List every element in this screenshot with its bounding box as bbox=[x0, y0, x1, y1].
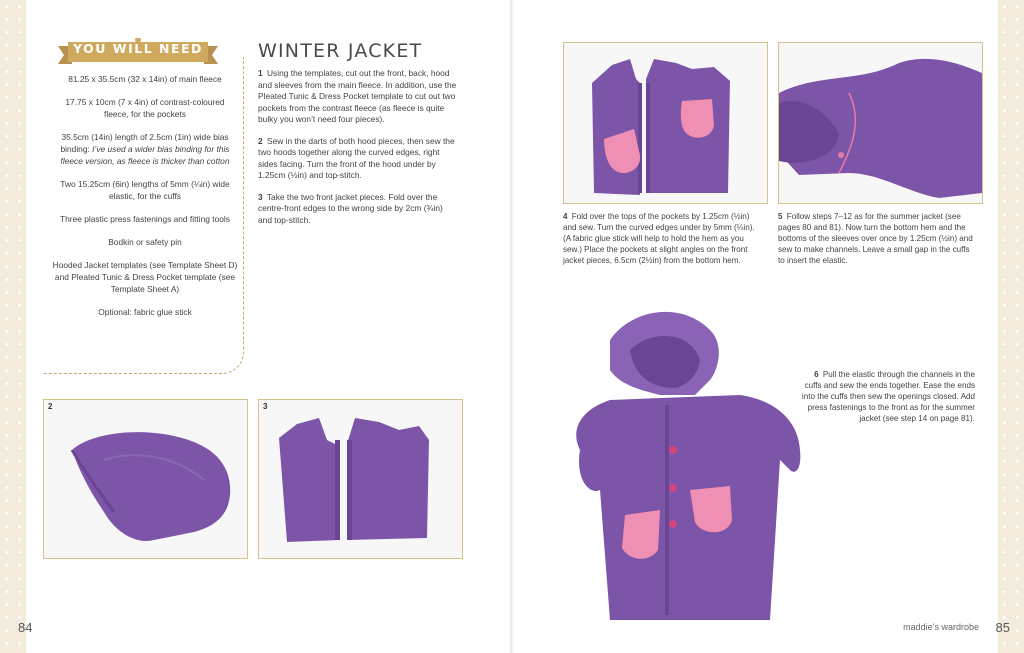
photo-front-pieces bbox=[258, 399, 463, 559]
step-2: 2 Sew in the darts of both hood pieces, then sew the two hoods together along the curved edges, right sides facing. Turn the front of the hood under by 1.25cm (½in) and top-stitch. bbox=[258, 135, 455, 180]
photo-number: 2 bbox=[48, 402, 53, 411]
step-1: 1 Using the templates, cut out the front, back, hood and sleeves from the main fleece. In addition, use the Pleated Tunic & Dress Pocket template to cut out two pockets from the contrast fleece (as fleece is quite bulky you won’t need four pieces). bbox=[258, 68, 457, 124]
page-gutter bbox=[510, 0, 514, 653]
running-footer: maddie’s wardrobe bbox=[903, 622, 979, 632]
list-item: Two 15.25cm (6in) lengths of 5mm (¼in) wide elastic, for the cuffs bbox=[60, 179, 230, 201]
photo-pockets bbox=[563, 42, 768, 204]
list-item: Bodkin or safety pin bbox=[108, 237, 182, 247]
caption-step-4: 4 Fold over the tops of the pockets by 1.25cm (½in) and sew. Turn the curved edges under by 5mm (¼in). (A fabric glue stick will help to hold the hem as you sew.) Place the pockets at slight angles on the front jacket pieces, 6.5cm (2½in) from the bottom hem. bbox=[563, 212, 755, 265]
photo-hood bbox=[43, 399, 248, 559]
caption-step-6: 6 Pull the elastic through the channels in the cuffs and sew the ends together. Ease the ends into the cuffs then sew the openings closed. Add press fastenings to the front as for the summer jacket (see step 14 on page 81). bbox=[801, 370, 975, 423]
note-italic: I’ve used a wider bias binding for this fleece version, as fleece is thicker than cotton bbox=[60, 144, 230, 166]
sleeve-image bbox=[779, 43, 982, 203]
pockets-image bbox=[564, 43, 767, 203]
materials-list bbox=[52, 73, 238, 329]
list-item: 35.5cm (14in) length of 2.5cm (1in) wide bias binding: I’ve used a wider bias binding for this fleece version, as fleece is thicker than cotton bbox=[60, 132, 230, 166]
list-item: 81.25 x 35.5cm (32 x 14in) of main fleece bbox=[68, 74, 222, 84]
list-item: Optional: fabric glue stick bbox=[98, 307, 192, 317]
hood-image bbox=[44, 400, 247, 558]
page-number-right: 85 bbox=[995, 620, 1010, 635]
photo-number: 3 bbox=[263, 402, 268, 411]
caption-step-5: 5 Follow steps 7–12 as for the summer jacket (see pages 80 and 81). Now turn the bottom hem and the bottoms of the sleeves over once by 1.25cm (½in) and sew to make channels. Leave a small gap in the cuffs to insert the elastic. bbox=[778, 212, 973, 265]
finished-jacket-image bbox=[540, 300, 810, 620]
list-item: 17.75 x 10cm (7 x 4in) of contrast-coloured fleece, for the pockets bbox=[65, 97, 225, 119]
page-edge-pattern-left bbox=[0, 0, 26, 653]
page-number-left: 84 bbox=[18, 620, 33, 635]
materials-title: YOU WILL NEED bbox=[73, 41, 203, 56]
step-3: 3 Take the two front jacket pieces. Fold over the centre-front edges to the wrong side by 2cm (¾in) and top-stitch. bbox=[258, 191, 443, 225]
list-item: Hooded Jacket templates (see Template Sheet D) and Pleated Tunic & Dress Pocket template (see Template Sheet A) bbox=[52, 260, 238, 294]
page-title: WINTER JACKET bbox=[258, 40, 423, 62]
instruction-steps bbox=[258, 68, 458, 236]
list-item: Three plastic press fastenings and fitting tools bbox=[60, 214, 230, 224]
page-edge-pattern-right bbox=[995, 0, 1024, 653]
jacket-front-image bbox=[259, 400, 462, 558]
photo-sleeve bbox=[778, 42, 983, 204]
